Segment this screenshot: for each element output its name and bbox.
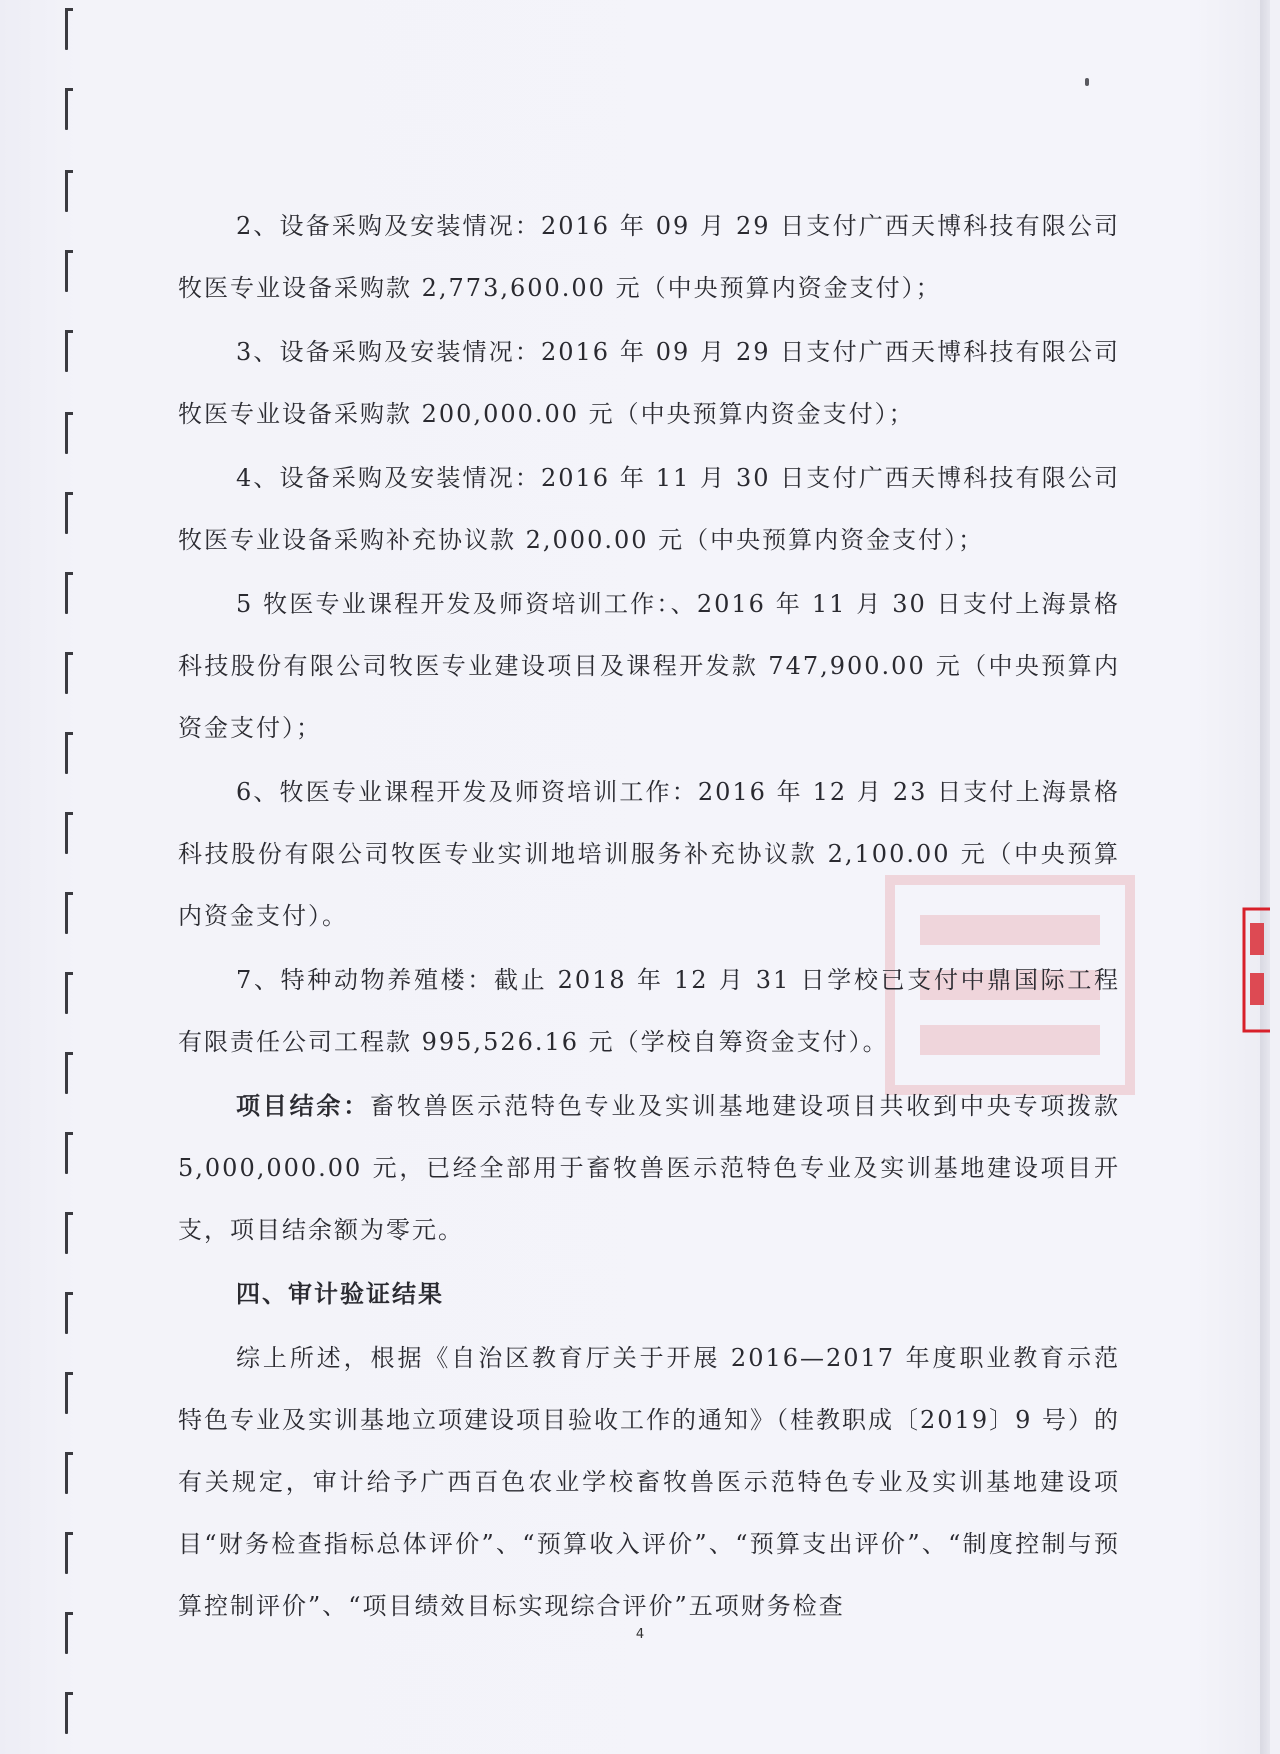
page-number: 4 — [635, 1627, 645, 1642]
binding-mark — [65, 1212, 68, 1254]
document-body — [178, 195, 1120, 1639]
paragraph-item-5: 5 牧医专业课程开发及师资培训工作：、2016 年 11 月 30 日支付上海景格科技股份有限公司牧医专业建设项目及课程开发款 747,900.00 元（中央预算内资金支付）； — [178, 590, 1120, 742]
binding-mark — [65, 88, 68, 130]
binding-mark — [65, 8, 68, 50]
project-balance-label: 项目结余： — [236, 1092, 371, 1120]
scan-speck — [1085, 78, 1089, 86]
paragraph-item-2: 2、设备采购及安装情况：2016 年 09 月 29 日支付广西天博科技有限公司牧医专业设备采购款 2,773,600.00 元（中央预算内资金支付）； — [178, 212, 1120, 302]
project-balance-paragraph — [178, 1075, 1120, 1261]
binding-mark — [65, 1692, 68, 1734]
project-balance-text: 畜牧兽医示范特色专业及实训基地建设项目共收到中央专项拨款 5,000,000.00 元，已经全部用于畜牧兽医示范特色专业及实训基地建设项目开支，项目结余额为零元。 — [178, 1092, 1120, 1244]
binding-mark — [65, 572, 68, 614]
binding-mark — [65, 1292, 68, 1334]
binding-mark — [65, 892, 68, 934]
section-heading: 四、审计验证结果 — [236, 1280, 444, 1308]
binding-mark — [65, 732, 68, 774]
binding-mark — [65, 652, 68, 694]
binding-mark — [65, 412, 68, 454]
binding-mark — [65, 1452, 68, 1494]
page-edge-shadow — [1260, 0, 1270, 1754]
binding-mark — [65, 1372, 68, 1414]
binding-mark — [65, 492, 68, 534]
paragraph-item-3: 3、设备采购及安装情况：2016 年 09 月 29 日支付广西天博科技有限公司牧医专业设备采购款 200,000.00 元（中央预算内资金支付）； — [178, 338, 1120, 428]
binding-mark — [65, 812, 68, 854]
conclusion-paragraph: 综上所述，根据《自治区教育厅关于开展 2016—2017 年度职业教育示范特色专业及实训基地立项建设项目验收工作的通知》（桂教职成〔2019〕9 号）的有关规定，审计给予广西百色农业学校畜牧兽医示范特色专业及实训基地建设项目“财务检查指标总体评价”、“预算收入评价”、“预算支出评价”、“制度控制与预算控制评价”、“项目绩效目标实现综合评价”五项财务检查 — [178, 1344, 1120, 1620]
binding-mark — [65, 170, 68, 212]
binding-mark — [65, 972, 68, 1014]
binding-mark — [65, 330, 68, 372]
binding-marks — [55, 0, 85, 1754]
paragraph-item-6: 6、牧医专业课程开发及师资培训工作：2016 年 12 月 23 日支付上海景格科技股份有限公司牧医专业实训地培训服务补充协议款 2,100.00 元（中央预算内资金支付）。 — [178, 778, 1120, 930]
binding-mark — [65, 1052, 68, 1094]
binding-mark — [65, 1532, 68, 1574]
binding-mark — [65, 250, 68, 292]
paragraph-item-4: 4、设备采购及安装情况：2016 年 11 月 30 日支付广西天博科技有限公司牧医专业设备采购补充协议款 2,000.00 元（中央预算内资金支付）； — [178, 464, 1120, 554]
binding-mark — [65, 1132, 68, 1174]
paragraph-item-7: 7、特种动物养殖楼：截止 2018 年 12 月 31 日学校已支付中鼎国际工程有限责任公司工程款 995,526.16 元（学校自筹资金支付）。 — [178, 966, 1120, 1056]
